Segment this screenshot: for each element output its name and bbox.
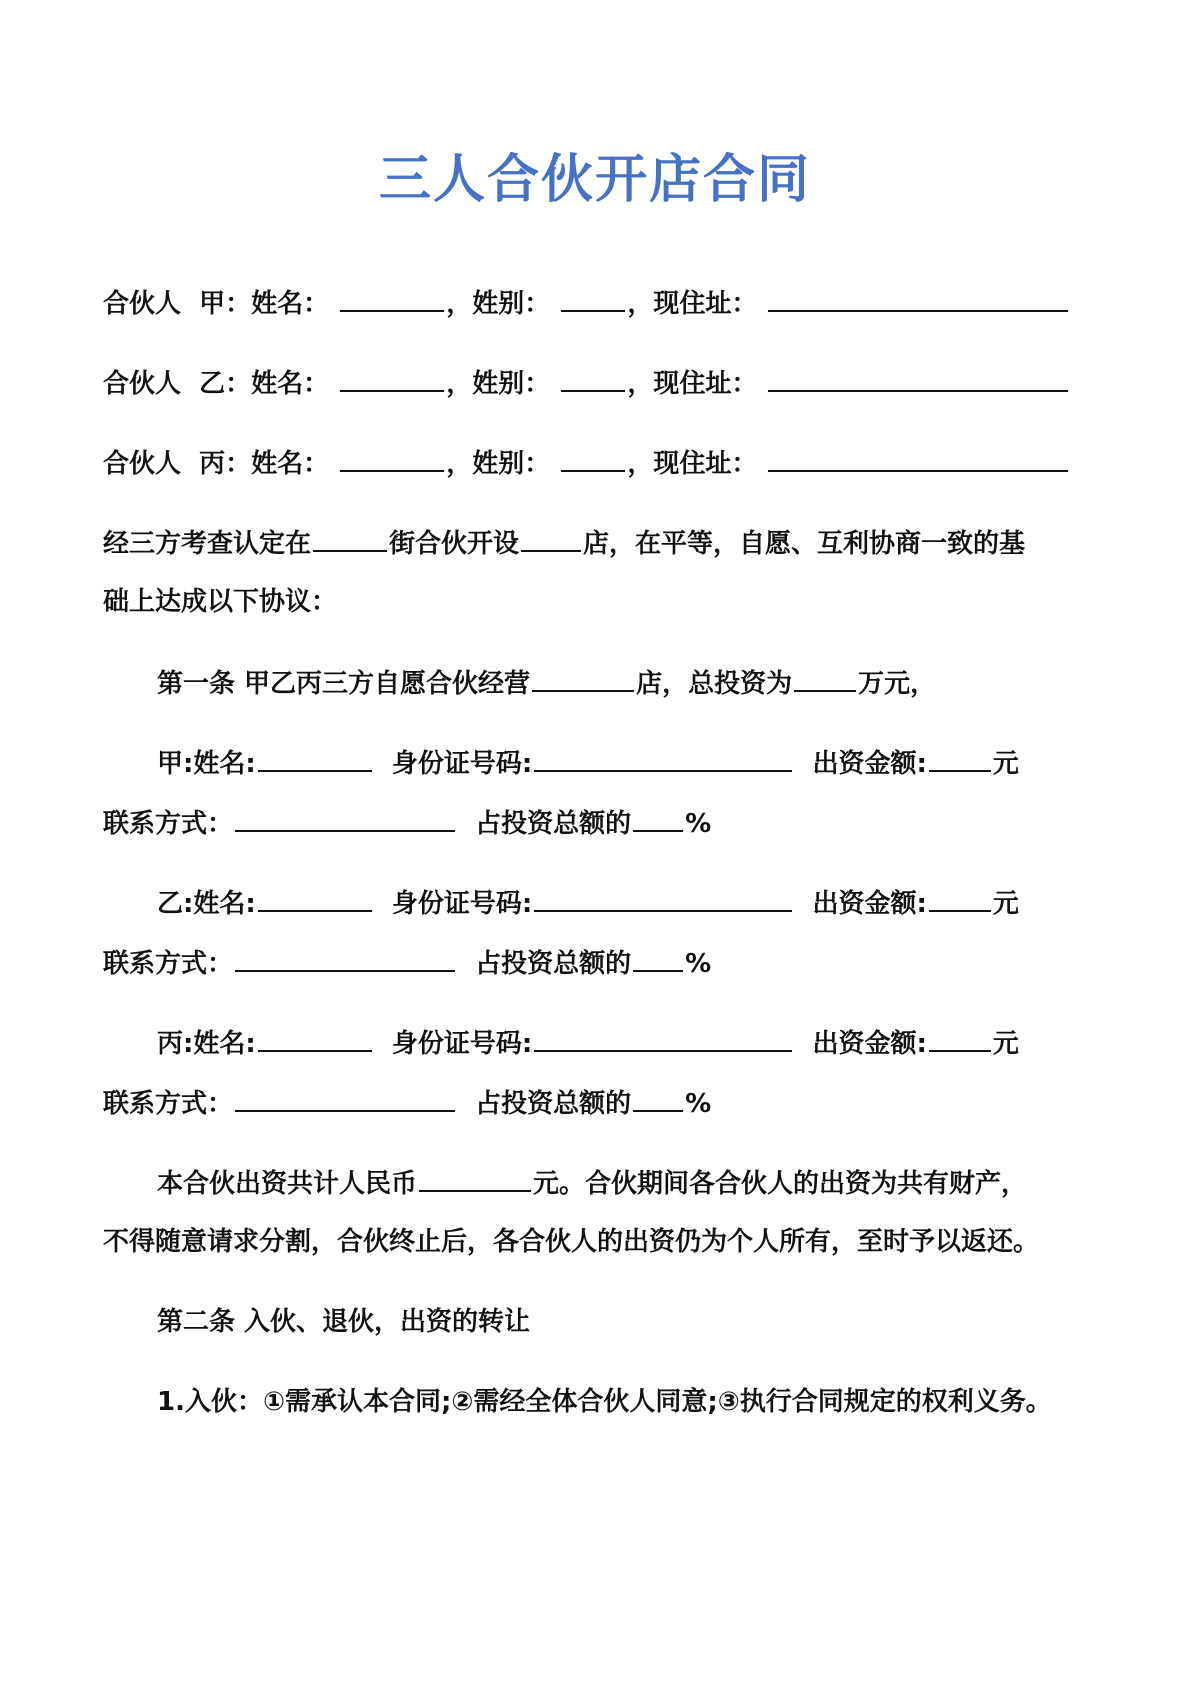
amount-blank[interactable] (929, 884, 991, 912)
intro-line-1 (103, 524, 1025, 562)
investor-party: 甲: (157, 749, 194, 779)
amount-blank[interactable] (929, 1024, 991, 1052)
street-blank[interactable] (313, 524, 387, 552)
address-label: 现住址： (653, 289, 758, 319)
percent-sign: % (685, 809, 712, 839)
partner-prefix: 合伙人 (103, 449, 182, 479)
partner-prefix: 合伙人 (103, 369, 182, 399)
share-blank[interactable] (633, 804, 683, 832)
amount-label: 出资金额: (812, 889, 927, 919)
investor-yi-line-2 (103, 944, 711, 982)
investor-party: 乙: (157, 889, 194, 919)
partner-party: 丙： (199, 449, 252, 479)
investor-name-label: 姓名: (193, 1029, 256, 1059)
partner-line-yi (103, 364, 1070, 402)
name-blank[interactable] (340, 444, 444, 472)
amount-blank[interactable] (929, 744, 991, 772)
contact-blank[interactable] (235, 804, 455, 832)
intro-line-2: 础上达成以下协议： (103, 587, 338, 617)
share-blank[interactable] (633, 944, 683, 972)
id-number-blank[interactable] (534, 884, 792, 912)
contact-label: 联系方式： (103, 809, 234, 839)
id-number-label: 身份证号码: (391, 749, 533, 779)
id-number-label: 身份证号码: (391, 889, 533, 919)
name-label: 姓名： (251, 289, 330, 319)
name-blank[interactable] (340, 284, 444, 312)
article2-heading: 第二条 入伙、退伙，出资的转让 (157, 1307, 531, 1337)
investor-name-blank[interactable] (258, 884, 372, 912)
id-number-label: 身份证号码: (391, 1029, 533, 1059)
gender-blank[interactable] (561, 364, 625, 392)
investor-bing-line-1 (157, 1024, 1019, 1062)
partner-party: 乙： (199, 369, 252, 399)
investor-name-blank[interactable] (258, 1024, 372, 1052)
shop-blank[interactable] (521, 524, 581, 552)
id-number-blank[interactable] (534, 744, 792, 772)
investor-name-label: 姓名: (193, 749, 256, 779)
gender-label: 姓别： (472, 289, 551, 319)
contact-label: 联系方式： (103, 1089, 234, 1119)
partner-party: 甲： (199, 289, 252, 319)
address-label: 现住址： (653, 449, 758, 479)
total-capital-blank[interactable] (419, 1164, 531, 1192)
separator: ， (446, 369, 473, 399)
amount-unit: 元 (992, 1029, 1019, 1059)
partner-line-jia (103, 284, 1070, 322)
document-title: 三人合伙开店合同 (378, 150, 811, 210)
name-blank[interactable] (340, 364, 444, 392)
amount-unit: 元 (992, 749, 1019, 779)
article1-text: 第一条 甲乙丙三方自愿合伙经营 (157, 669, 531, 699)
investor-jia-line-1 (157, 744, 1097, 782)
address-blank[interactable] (768, 284, 1068, 312)
article1-line (157, 664, 936, 702)
id-number-blank[interactable] (534, 1024, 792, 1052)
name-label: 姓名： (251, 449, 330, 479)
partner-prefix: 合伙人 (103, 289, 182, 319)
address-blank[interactable] (768, 364, 1068, 392)
separator: ， (627, 449, 654, 479)
percent-sign: % (685, 1089, 712, 1119)
amount-unit: 元 (992, 889, 1019, 919)
capital-text: 元。合伙期间各合伙人的出资为共有财产， (533, 1169, 1028, 1199)
capital-line-2: 不得随意请求分割，合伙终止后，各合伙人的出资仍为个人所有，至时予以返还。 (103, 1227, 1040, 1257)
contact-label: 联系方式： (103, 949, 234, 979)
gender-blank[interactable] (561, 284, 625, 312)
investor-yi-line-1 (157, 884, 1019, 922)
business-blank[interactable] (532, 664, 634, 692)
intro-text: 经三方考查认定在 (103, 529, 312, 559)
capital-line-1 (157, 1164, 1027, 1202)
amount-label: 出资金额: (812, 1029, 927, 1059)
share-label: 占投资总额的 (475, 949, 632, 979)
share-label: 占投资总额的 (475, 1089, 632, 1119)
article2-item-1: 1.入伙：①需承认本合同;②需经全体合伙人同意;③执行合同规定的权利义务。 (157, 1387, 1052, 1417)
separator: ， (446, 289, 473, 319)
article1-text: 万元， (858, 669, 937, 699)
intro-text: 街合伙开设 (389, 529, 520, 559)
gender-blank[interactable] (561, 444, 625, 472)
article1-text: 店，总投资为 (636, 669, 793, 699)
investor-name-blank[interactable] (258, 744, 372, 772)
total-investment-blank[interactable] (794, 664, 856, 692)
intro-text: 店，在平等，自愿、互利协商一致的基 (583, 529, 1026, 559)
gender-label: 姓别： (472, 369, 551, 399)
amount-label: 出资金额: (812, 749, 927, 779)
contact-blank[interactable] (235, 1084, 455, 1112)
contact-blank[interactable] (235, 944, 455, 972)
address-blank[interactable] (768, 444, 1068, 472)
investor-party: 丙: (157, 1029, 194, 1059)
address-label: 现住址： (653, 369, 758, 399)
separator: ， (627, 289, 654, 319)
gender-label: 姓别： (472, 449, 551, 479)
investor-name-label: 姓名: (193, 889, 256, 919)
investor-jia-line-2 (103, 804, 711, 842)
partner-line-bing (103, 444, 1070, 482)
investor-bing-line-2 (103, 1084, 711, 1122)
capital-text: 本合伙出资共计人民币 (157, 1169, 418, 1199)
share-label: 占投资总额的 (475, 809, 632, 839)
separator: ， (446, 449, 473, 479)
percent-sign: % (685, 949, 712, 979)
name-label: 姓名： (251, 369, 330, 399)
separator: ， (627, 369, 654, 399)
share-blank[interactable] (633, 1084, 683, 1112)
